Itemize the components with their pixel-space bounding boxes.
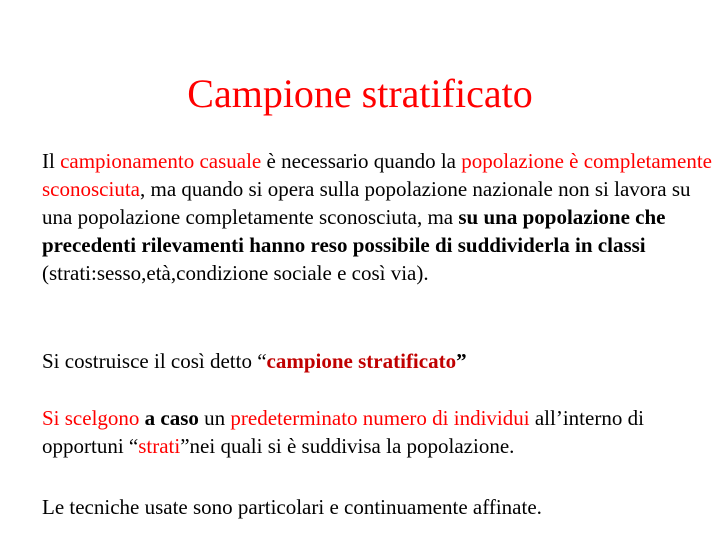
text-run: Le tecniche usate sono particolari e continuamente affinate. (42, 495, 542, 519)
highlight-popolazione-sconosciuta: popolazione è completamente sconosciuta (42, 149, 712, 201)
text-run: , ma quando si opera sulla popolazione nazionale non si lavora su una popolazione completamente sconosciuta, ma (42, 177, 691, 229)
emphasis-campione-stratificato: campione stratificato (266, 349, 457, 373)
highlight-strati: strati (138, 434, 181, 458)
paragraph-tecniche (42, 493, 717, 521)
paragraph-campione (42, 347, 717, 375)
highlight-numero-individui: predeterminato numero di individui (230, 406, 530, 430)
closing-quote: ” (456, 349, 467, 373)
text-run: Si costruisce il così detto “ (42, 349, 267, 373)
paragraph-selezione (42, 404, 717, 460)
slide-title: Campione stratificato (187, 71, 533, 116)
text-run: ”nei quali si è suddivisa la popolazione. (180, 434, 515, 458)
highlight-campionamento-casuale: campionamento casuale (60, 149, 262, 173)
emphasis-a-caso: a caso (144, 406, 199, 430)
text-run: è necessario quando la (261, 149, 462, 173)
text-run: Il (42, 149, 61, 173)
text-run: (strati:sesso,età,condizione sociale e così via). (42, 261, 429, 285)
text-run: un (198, 406, 231, 430)
paragraph-definition (42, 147, 717, 287)
emphasis-classi: su una popolazione che precedenti rilevamenti hanno reso possibile di suddividerla in classi (42, 205, 666, 257)
highlight-si-scelgono: Si scelgono (42, 406, 140, 430)
text-run: all’interno di opportuni “ (42, 406, 644, 458)
